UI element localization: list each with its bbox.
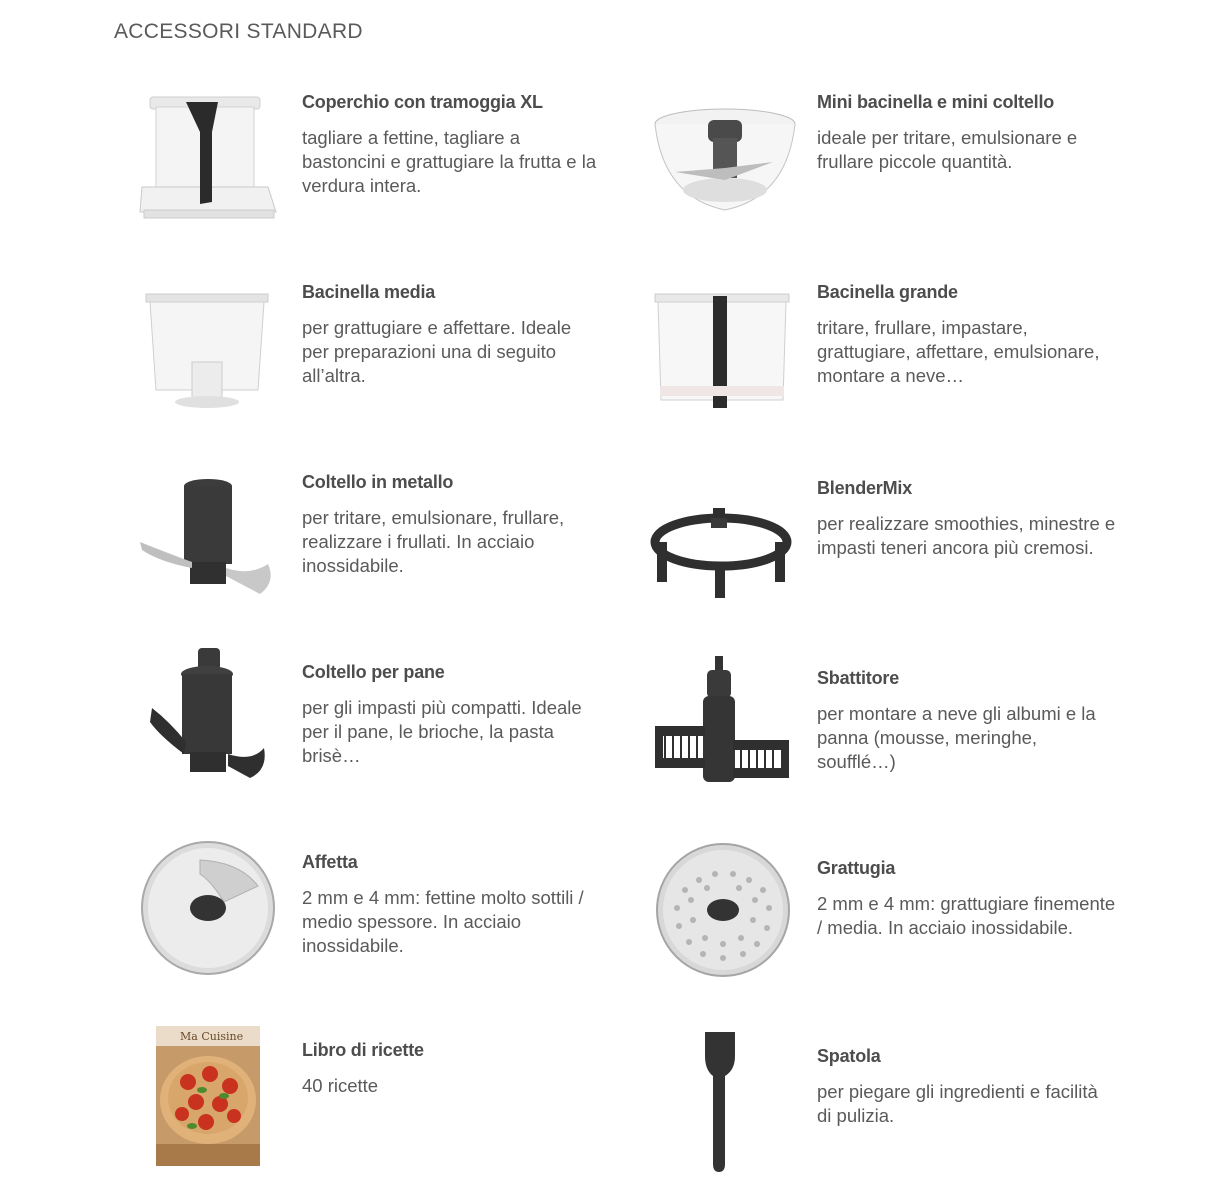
accessory-item [655,478,1215,628]
item-description: per piegare gli ingredienti e facilità di pulizia. [817,1081,1098,1126]
grating-disc-image [655,858,805,998]
metal-knife-image [140,472,290,612]
item-description: 40 ricette [302,1075,379,1096]
accessory-item [655,1046,1215,1196]
item-name: Coltello in metallo [302,472,454,492]
item-name: Coperchio con tramoggia XL [302,92,543,112]
accessory-item [140,472,700,622]
book-cover-title: Ma Cuisine [180,1030,244,1043]
recipe-book-image [140,1030,290,1180]
item-name: Sbattitore [817,668,900,688]
item-name: Bacinella grande [817,282,958,302]
item-description: per grattugiare e affettare. Ideale per preparazioni una di seguito all’altra. [302,317,572,386]
lid-with-feed-tube-image [140,92,290,232]
accessory-item [140,662,700,812]
medium-bowl-image [140,282,290,422]
blendermix-image [655,478,805,618]
page-title: ACCESSORI STANDARD [114,20,363,43]
item-name: Spatola [817,1046,881,1066]
accessory-item [140,282,700,432]
accessory-item [140,852,700,1002]
item-name: Libro di ricette [302,1040,424,1060]
item-name: Affetta [302,852,358,872]
slicing-disc-image [140,852,290,992]
accessory-item [140,1030,700,1190]
accessory-item [655,668,1215,818]
item-name: Coltello per pane [302,662,445,682]
dough-blade-image [140,662,290,802]
large-bowl-image [655,282,805,422]
item-name: BlenderMix [817,478,913,498]
item-name: Mini bacinella e mini coltello [817,92,1055,112]
accessory-item [655,282,1215,432]
item-name: Bacinella media [302,282,436,302]
item-description: per gli impasti più compatti. Ideale per il pane, le brioche, la pasta brisè… [302,697,582,766]
accessory-item [655,858,1215,1008]
item-description: 2 mm e 4 mm: grattugiare finemente / media. In acciaio inossidabile. [817,893,1116,938]
accessory-item [140,92,700,242]
mini-bowl-image [655,92,805,232]
whisk-image [655,668,805,808]
item-description: per realizzare smoothies, minestre e impasti teneri ancora più cremosi. [817,513,1116,558]
item-name: Grattugia [817,858,896,878]
item-description: per tritare, emulsionare, frullare, realizzare i frullati. In acciaio inossidabile. [302,507,565,576]
item-description: per montare a neve gli albumi e la panna (mousse, meringhe, soufflé…) [817,703,1096,772]
item-description: 2 mm e 4 mm: fettine molto sottili / medio spessore. In acciaio inossidabile. [302,887,584,956]
item-description: ideale per tritare, emulsionare e frullare piccole quantità. [817,127,1078,172]
spatula-image [655,1046,805,1186]
item-description: tritare, frullare, impastare, grattugiare, affettare, emulsionare, montare a neve… [817,317,1100,386]
item-description: tagliare a fettine, tagliare a bastoncini e grattugiare la frutta e la verdura intera. [302,127,597,196]
accessory-item [655,92,1215,242]
